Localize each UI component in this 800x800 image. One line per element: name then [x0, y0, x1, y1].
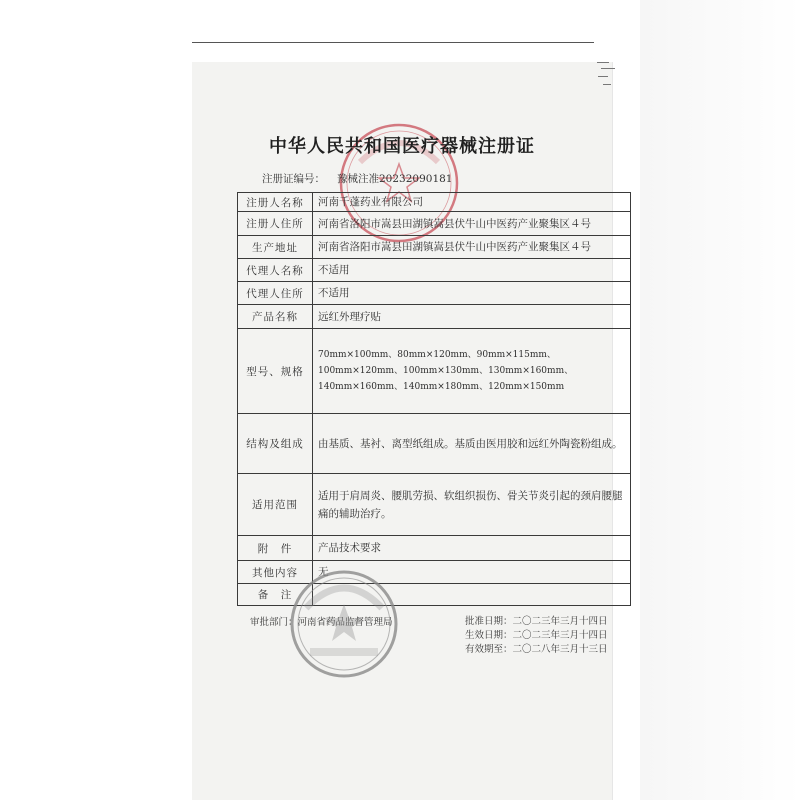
certificate-title: 中华人民共和国医疗器械注册证 [269, 136, 535, 157]
table-row [238, 259, 631, 282]
field-label: 代理人住所 [238, 282, 313, 305]
table-row [238, 584, 631, 606]
approval-department [250, 614, 393, 628]
field-label: 其他内容 [238, 561, 313, 584]
field-value: 不适用 [313, 282, 631, 305]
approval-dept-value: 河南省药品监督管理局 [297, 617, 393, 628]
registration-number [262, 171, 453, 186]
field-value: 由基质、基衬、离型纸组成。基质由医用胶和远红外陶瓷粉组成。 [313, 414, 631, 474]
field-value: 70mm×100mm、80mm×120mm、90mm×115mm、100mm×120mm、100mm×130mm、130mm×160mm、140mm×160mm、140mm×180mm、120mm×150mm [313, 329, 631, 414]
field-label: 备 注 [238, 584, 313, 606]
table-row [238, 561, 631, 584]
top-rule [192, 42, 594, 43]
field-value: 适用于肩周炎、腰肌劳损、软组织损伤、骨关节炎引起的颈肩腰腿痛的辅助治疗。 [313, 474, 631, 536]
certificate-table [237, 192, 631, 606]
approval-date-value: 二〇二三年三月十四日 [512, 616, 608, 627]
field-label: 结构及组成 [238, 414, 313, 474]
reg-no-value: 豫械注准20232090181 [337, 173, 453, 185]
table-row [238, 305, 631, 329]
table-row [238, 282, 631, 305]
field-label: 附 件 [238, 536, 313, 561]
table-row [238, 474, 631, 536]
approval-dept-label: 审批部门： [250, 617, 298, 628]
reg-no-label: 注册证编号： [262, 173, 325, 185]
scan-background-edge [640, 0, 800, 800]
field-value: 河南省洛阳市嵩县田湖镇嵩县伏牛山中医药产业聚集区４号 [313, 212, 631, 236]
effective-date [465, 627, 608, 641]
field-label: 适用范围 [238, 474, 313, 536]
field-value: 河南省洛阳市嵩县田湖镇嵩县伏牛山中医药产业聚集区４号 [313, 236, 631, 259]
corner-scan-marks [595, 58, 617, 94]
expiry-date [465, 641, 608, 655]
table-row [238, 193, 631, 212]
table-row [238, 536, 631, 561]
expiry-date-label: 有效期至： [465, 644, 513, 655]
table-row [238, 212, 631, 236]
approval-date [465, 613, 608, 627]
field-value: 远红外理疗贴 [313, 305, 631, 329]
effective-date-label: 生效日期： [465, 630, 513, 641]
approval-date-label: 批准日期： [465, 616, 513, 627]
table-row [238, 329, 631, 414]
field-label: 注册人名称 [238, 193, 313, 212]
expiry-date-value: 二〇二八年三月十三日 [512, 644, 608, 655]
field-value: 产品技术要求 [313, 536, 631, 561]
field-label: 注册人住所 [238, 212, 313, 236]
table-row [238, 414, 631, 474]
field-label: 生产地址 [238, 236, 313, 259]
field-value: 河南千蓬药业有限公司 [313, 193, 631, 212]
field-value [313, 584, 631, 606]
effective-date-value: 二〇二三年三月十四日 [512, 630, 608, 641]
field-value: 无 [313, 561, 631, 584]
field-label: 代理人名称 [238, 259, 313, 282]
field-value: 不适用 [313, 259, 631, 282]
field-label: 型号、规格 [238, 329, 313, 414]
table-row [238, 236, 631, 259]
field-label: 产品名称 [238, 305, 313, 329]
